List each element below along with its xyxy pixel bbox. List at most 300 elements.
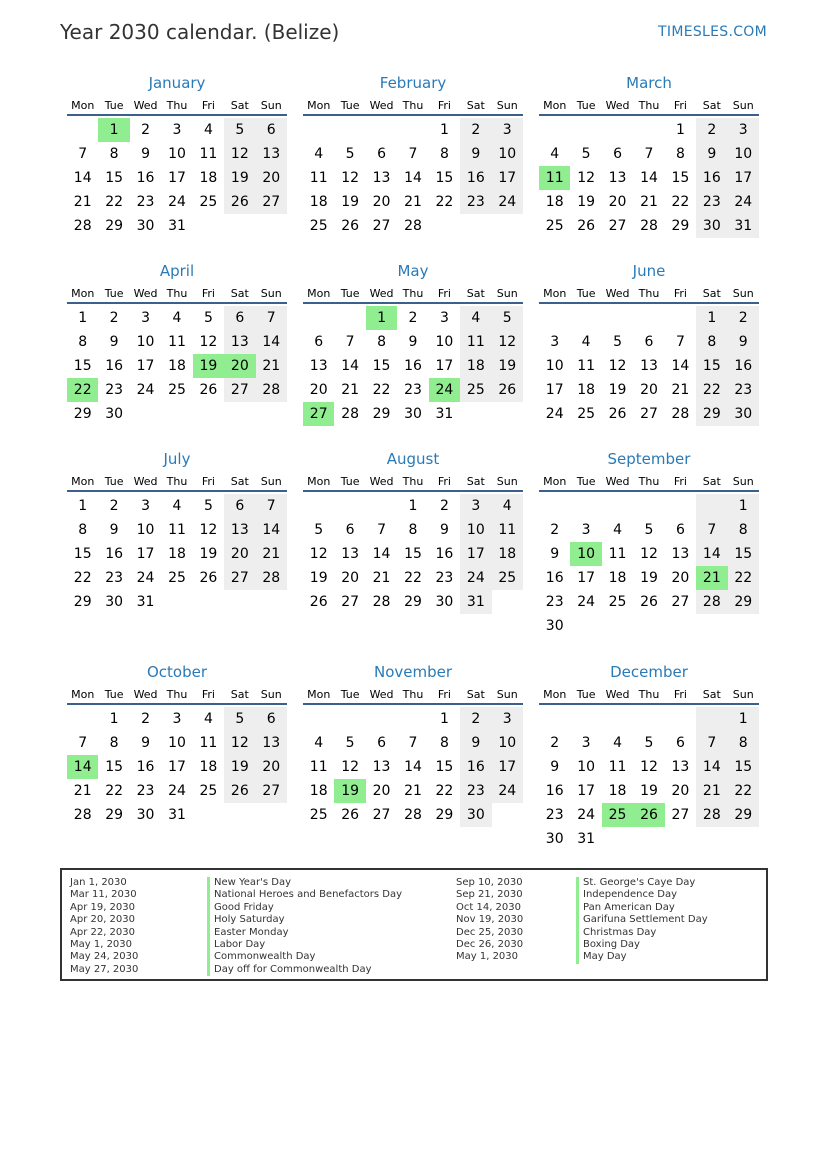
day-cell[interactable]: 14 bbox=[73, 170, 92, 186]
day-cell[interactable]: 16 bbox=[404, 358, 422, 374]
day-cell[interactable]: 23 bbox=[696, 190, 727, 214]
day-cell[interactable]: 3 bbox=[172, 122, 182, 138]
day-cell[interactable]: 7 bbox=[256, 494, 287, 518]
day-cell[interactable]: 17 bbox=[492, 755, 523, 779]
day-cell[interactable]: 30 bbox=[545, 831, 564, 847]
day-cell[interactable]: 12 bbox=[224, 142, 255, 166]
day-cell[interactable]: 26 bbox=[224, 190, 255, 214]
day-cell[interactable]: 9 bbox=[696, 142, 727, 166]
day-cell[interactable]: 15 bbox=[105, 759, 124, 775]
day-cell[interactable]: 22 bbox=[372, 382, 391, 398]
day-cell[interactable]: 11 bbox=[460, 330, 491, 354]
day-cell[interactable]: 19 bbox=[640, 783, 658, 799]
day-cell[interactable]: 6 bbox=[377, 146, 387, 162]
day-cell[interactable]: 4 bbox=[460, 306, 491, 330]
day-cell[interactable]: 8 bbox=[728, 731, 759, 755]
day-cell[interactable]: 10 bbox=[492, 142, 523, 166]
day-cell[interactable]: 31 bbox=[168, 218, 186, 234]
day-cell[interactable]: 23 bbox=[460, 190, 491, 214]
holiday-day-cell[interactable]: 14 bbox=[67, 755, 98, 779]
day-cell[interactable]: 19 bbox=[309, 570, 328, 586]
day-cell[interactable]: 22 bbox=[435, 194, 454, 210]
day-cell[interactable]: 8 bbox=[439, 735, 449, 751]
day-cell[interactable]: 14 bbox=[404, 170, 422, 186]
day-cell[interactable]: 1 bbox=[78, 498, 88, 514]
day-cell[interactable]: 4 bbox=[314, 146, 324, 162]
day-cell[interactable]: 9 bbox=[550, 546, 560, 562]
day-cell[interactable]: 6 bbox=[224, 306, 255, 330]
day-cell[interactable]: 5 bbox=[345, 146, 355, 162]
day-cell[interactable]: 7 bbox=[377, 522, 387, 538]
day-cell[interactable]: 27 bbox=[224, 566, 255, 590]
day-cell[interactable]: 25 bbox=[168, 382, 186, 398]
day-cell[interactable]: 28 bbox=[640, 218, 658, 234]
day-cell[interactable]: 8 bbox=[675, 146, 685, 162]
day-cell[interactable]: 22 bbox=[404, 570, 422, 586]
day-cell[interactable]: 18 bbox=[199, 759, 218, 775]
day-cell[interactable]: 26 bbox=[309, 594, 328, 610]
day-cell[interactable]: 5 bbox=[203, 310, 213, 326]
day-cell[interactable]: 6 bbox=[314, 334, 324, 350]
day-cell[interactable]: 11 bbox=[608, 759, 627, 775]
day-cell[interactable]: 18 bbox=[608, 783, 627, 799]
day-cell[interactable]: 15 bbox=[728, 542, 759, 566]
day-cell[interactable]: 23 bbox=[105, 570, 124, 586]
day-cell[interactable]: 2 bbox=[550, 522, 560, 538]
day-cell[interactable]: 13 bbox=[640, 358, 658, 374]
day-cell[interactable]: 18 bbox=[199, 170, 218, 186]
day-cell[interactable]: 14 bbox=[256, 518, 287, 542]
day-cell[interactable]: 24 bbox=[577, 594, 596, 610]
day-cell[interactable]: 21 bbox=[671, 382, 690, 398]
day-cell[interactable]: 5 bbox=[203, 498, 213, 514]
day-cell[interactable]: 4 bbox=[581, 334, 591, 350]
day-cell[interactable]: 20 bbox=[256, 166, 287, 190]
day-cell[interactable]: 24 bbox=[136, 382, 155, 398]
day-cell[interactable]: 4 bbox=[492, 494, 523, 518]
holiday-day-cell[interactable]: 11 bbox=[539, 166, 570, 190]
day-cell[interactable]: 7 bbox=[675, 334, 685, 350]
day-cell[interactable]: 31 bbox=[136, 594, 155, 610]
day-cell[interactable]: 19 bbox=[224, 755, 255, 779]
day-cell[interactable]: 19 bbox=[608, 382, 627, 398]
day-cell[interactable]: 8 bbox=[439, 146, 449, 162]
day-cell[interactable]: 16 bbox=[728, 354, 759, 378]
day-cell[interactable]: 16 bbox=[545, 570, 564, 586]
day-cell[interactable]: 27 bbox=[671, 594, 690, 610]
day-cell[interactable]: 25 bbox=[168, 570, 186, 586]
day-cell[interactable]: 22 bbox=[73, 570, 92, 586]
day-cell[interactable]: 14 bbox=[256, 330, 287, 354]
day-cell[interactable]: 18 bbox=[309, 194, 328, 210]
day-cell[interactable]: 31 bbox=[460, 590, 491, 614]
day-cell[interactable]: 21 bbox=[640, 194, 658, 210]
day-cell[interactable]: 24 bbox=[460, 566, 491, 590]
day-cell[interactable]: 19 bbox=[224, 166, 255, 190]
day-cell[interactable]: 3 bbox=[439, 310, 449, 326]
day-cell[interactable]: 21 bbox=[256, 542, 287, 566]
day-cell[interactable]: 6 bbox=[644, 334, 654, 350]
day-cell[interactable]: 9 bbox=[408, 334, 418, 350]
day-cell[interactable]: 3 bbox=[728, 118, 759, 142]
day-cell[interactable]: 22 bbox=[671, 194, 690, 210]
day-cell[interactable]: 20 bbox=[372, 194, 391, 210]
day-cell[interactable]: 11 bbox=[168, 522, 186, 538]
day-cell[interactable]: 12 bbox=[199, 522, 218, 538]
day-cell[interactable]: 1 bbox=[675, 122, 685, 138]
day-cell[interactable]: 10 bbox=[492, 731, 523, 755]
day-cell[interactable]: 13 bbox=[608, 170, 627, 186]
day-cell[interactable]: 21 bbox=[73, 194, 92, 210]
day-cell[interactable]: 28 bbox=[404, 218, 422, 234]
day-cell[interactable]: 25 bbox=[577, 406, 596, 422]
day-cell[interactable]: 30 bbox=[696, 214, 727, 238]
day-cell[interactable]: 2 bbox=[109, 498, 119, 514]
day-cell[interactable]: 5 bbox=[224, 707, 255, 731]
day-cell[interactable]: 27 bbox=[671, 807, 690, 823]
holiday-day-cell[interactable]: 1 bbox=[366, 306, 397, 330]
day-cell[interactable]: 29 bbox=[73, 406, 92, 422]
day-cell[interactable]: 6 bbox=[345, 522, 355, 538]
day-cell[interactable]: 28 bbox=[256, 378, 287, 402]
day-cell[interactable]: 15 bbox=[105, 170, 124, 186]
day-cell[interactable]: 3 bbox=[141, 498, 151, 514]
day-cell[interactable]: 23 bbox=[435, 570, 454, 586]
day-cell[interactable]: 13 bbox=[341, 546, 360, 562]
day-cell[interactable]: 11 bbox=[309, 170, 328, 186]
day-cell[interactable]: 25 bbox=[309, 807, 328, 823]
day-cell[interactable]: 15 bbox=[671, 170, 690, 186]
day-cell[interactable]: 15 bbox=[372, 358, 391, 374]
day-cell[interactable]: 14 bbox=[640, 170, 658, 186]
day-cell[interactable]: 28 bbox=[372, 594, 391, 610]
day-cell[interactable]: 31 bbox=[168, 807, 186, 823]
day-cell[interactable]: 24 bbox=[136, 570, 155, 586]
day-cell[interactable]: 17 bbox=[136, 358, 155, 374]
day-cell[interactable]: 5 bbox=[644, 735, 654, 751]
day-cell[interactable]: 10 bbox=[728, 142, 759, 166]
day-cell[interactable]: 16 bbox=[136, 170, 155, 186]
day-cell[interactable]: 6 bbox=[256, 118, 287, 142]
day-cell[interactable]: 6 bbox=[377, 735, 387, 751]
day-cell[interactable]: 29 bbox=[435, 807, 454, 823]
day-cell[interactable]: 13 bbox=[256, 731, 287, 755]
day-cell[interactable]: 28 bbox=[73, 807, 92, 823]
day-cell[interactable]: 23 bbox=[545, 807, 564, 823]
day-cell[interactable]: 5 bbox=[581, 146, 591, 162]
day-cell[interactable]: 16 bbox=[105, 358, 124, 374]
day-cell[interactable]: 30 bbox=[105, 594, 124, 610]
day-cell[interactable]: 3 bbox=[581, 735, 591, 751]
day-cell[interactable]: 26 bbox=[199, 570, 218, 586]
day-cell[interactable]: 18 bbox=[608, 570, 627, 586]
day-cell[interactable]: 31 bbox=[728, 214, 759, 238]
day-cell[interactable]: 24 bbox=[168, 194, 186, 210]
day-cell[interactable]: 6 bbox=[675, 735, 685, 751]
day-cell[interactable]: 15 bbox=[435, 759, 454, 775]
day-cell[interactable]: 4 bbox=[613, 735, 623, 751]
day-cell[interactable]: 2 bbox=[460, 707, 491, 731]
holiday-day-cell[interactable]: 19 bbox=[193, 354, 224, 378]
day-cell[interactable]: 25 bbox=[199, 194, 218, 210]
day-cell[interactable]: 8 bbox=[696, 330, 727, 354]
day-cell[interactable]: 25 bbox=[492, 566, 523, 590]
day-cell[interactable]: 14 bbox=[696, 755, 727, 779]
day-cell[interactable]: 8 bbox=[728, 518, 759, 542]
day-cell[interactable]: 17 bbox=[728, 166, 759, 190]
day-cell[interactable]: 25 bbox=[460, 378, 491, 402]
day-cell[interactable]: 20 bbox=[309, 382, 328, 398]
day-cell[interactable]: 24 bbox=[168, 783, 186, 799]
day-cell[interactable]: 11 bbox=[199, 146, 218, 162]
day-cell[interactable]: 13 bbox=[256, 142, 287, 166]
day-cell[interactable]: 12 bbox=[341, 170, 360, 186]
holiday-day-cell[interactable]: 21 bbox=[696, 566, 727, 590]
day-cell[interactable]: 1 bbox=[439, 711, 449, 727]
day-cell[interactable]: 29 bbox=[728, 590, 759, 614]
day-cell[interactable]: 4 bbox=[203, 122, 213, 138]
day-cell[interactable]: 16 bbox=[696, 166, 727, 190]
day-cell[interactable]: 10 bbox=[545, 358, 564, 374]
day-cell[interactable]: 20 bbox=[608, 194, 627, 210]
day-cell[interactable]: 7 bbox=[408, 146, 418, 162]
day-cell[interactable]: 24 bbox=[492, 190, 523, 214]
day-cell[interactable]: 21 bbox=[372, 570, 391, 586]
day-cell[interactable]: 6 bbox=[256, 707, 287, 731]
day-cell[interactable]: 14 bbox=[671, 358, 690, 374]
day-cell[interactable]: 18 bbox=[168, 546, 186, 562]
day-cell[interactable]: 22 bbox=[435, 783, 454, 799]
day-cell[interactable]: 12 bbox=[309, 546, 328, 562]
day-cell[interactable]: 6 bbox=[224, 494, 255, 518]
day-cell[interactable]: 7 bbox=[408, 735, 418, 751]
day-cell[interactable]: 26 bbox=[199, 382, 218, 398]
day-cell[interactable]: 14 bbox=[372, 546, 391, 562]
day-cell[interactable]: 23 bbox=[136, 783, 155, 799]
day-cell[interactable]: 26 bbox=[608, 406, 627, 422]
day-cell[interactable]: 7 bbox=[256, 306, 287, 330]
day-cell[interactable]: 18 bbox=[309, 783, 328, 799]
day-cell[interactable]: 27 bbox=[256, 190, 287, 214]
day-cell[interactable]: 20 bbox=[256, 755, 287, 779]
day-cell[interactable]: 29 bbox=[105, 807, 124, 823]
day-cell[interactable]: 10 bbox=[460, 518, 491, 542]
day-cell[interactable]: 25 bbox=[199, 783, 218, 799]
day-cell[interactable]: 1 bbox=[728, 707, 759, 731]
day-cell[interactable]: 11 bbox=[492, 518, 523, 542]
day-cell[interactable]: 30 bbox=[728, 402, 759, 426]
day-cell[interactable]: 24 bbox=[545, 406, 564, 422]
day-cell[interactable]: 9 bbox=[460, 142, 491, 166]
day-cell[interactable]: 22 bbox=[728, 779, 759, 803]
day-cell[interactable]: 8 bbox=[408, 522, 418, 538]
day-cell[interactable]: 2 bbox=[696, 118, 727, 142]
day-cell[interactable]: 31 bbox=[435, 406, 454, 422]
day-cell[interactable]: 14 bbox=[696, 542, 727, 566]
day-cell[interactable]: 23 bbox=[545, 594, 564, 610]
day-cell[interactable]: 13 bbox=[224, 518, 255, 542]
day-cell[interactable]: 21 bbox=[404, 194, 422, 210]
day-cell[interactable]: 1 bbox=[728, 494, 759, 518]
day-cell[interactable]: 27 bbox=[224, 378, 255, 402]
day-cell[interactable]: 7 bbox=[696, 731, 727, 755]
day-cell[interactable]: 7 bbox=[78, 735, 88, 751]
day-cell[interactable]: 7 bbox=[644, 146, 654, 162]
day-cell[interactable]: 22 bbox=[105, 194, 124, 210]
day-cell[interactable]: 15 bbox=[728, 755, 759, 779]
day-cell[interactable]: 19 bbox=[199, 546, 218, 562]
day-cell[interactable]: 30 bbox=[545, 618, 564, 634]
day-cell[interactable]: 2 bbox=[439, 498, 449, 514]
day-cell[interactable]: 30 bbox=[435, 594, 454, 610]
day-cell[interactable]: 28 bbox=[671, 406, 690, 422]
day-cell[interactable]: 27 bbox=[256, 779, 287, 803]
day-cell[interactable]: 9 bbox=[109, 522, 119, 538]
day-cell[interactable]: 30 bbox=[460, 803, 491, 827]
day-cell[interactable]: 9 bbox=[550, 759, 560, 775]
day-cell[interactable]: 19 bbox=[577, 194, 596, 210]
day-cell[interactable]: 30 bbox=[136, 218, 155, 234]
day-cell[interactable]: 9 bbox=[141, 735, 151, 751]
day-cell[interactable]: 26 bbox=[224, 779, 255, 803]
day-cell[interactable]: 27 bbox=[372, 218, 391, 234]
day-cell[interactable]: 21 bbox=[404, 783, 422, 799]
day-cell[interactable]: 10 bbox=[168, 146, 186, 162]
day-cell[interactable]: 21 bbox=[696, 779, 727, 803]
day-cell[interactable]: 20 bbox=[372, 783, 391, 799]
day-cell[interactable]: 29 bbox=[696, 402, 727, 426]
day-cell[interactable]: 1 bbox=[78, 310, 88, 326]
day-cell[interactable]: 12 bbox=[341, 759, 360, 775]
day-cell[interactable]: 10 bbox=[136, 334, 155, 350]
day-cell[interactable]: 16 bbox=[136, 759, 155, 775]
day-cell[interactable]: 18 bbox=[460, 354, 491, 378]
day-cell[interactable]: 24 bbox=[492, 779, 523, 803]
day-cell[interactable]: 19 bbox=[640, 570, 658, 586]
day-cell[interactable]: 21 bbox=[256, 354, 287, 378]
day-cell[interactable]: 29 bbox=[404, 594, 422, 610]
day-cell[interactable]: 26 bbox=[492, 378, 523, 402]
day-cell[interactable]: 16 bbox=[460, 166, 491, 190]
day-cell[interactable]: 2 bbox=[109, 310, 119, 326]
day-cell[interactable]: 1 bbox=[109, 711, 119, 727]
day-cell[interactable]: 2 bbox=[728, 306, 759, 330]
day-cell[interactable]: 6 bbox=[613, 146, 623, 162]
day-cell[interactable]: 23 bbox=[728, 378, 759, 402]
day-cell[interactable]: 21 bbox=[341, 382, 360, 398]
day-cell[interactable]: 23 bbox=[136, 194, 155, 210]
day-cell[interactable]: 28 bbox=[696, 803, 727, 827]
day-cell[interactable]: 8 bbox=[109, 735, 119, 751]
day-cell[interactable]: 22 bbox=[728, 566, 759, 590]
day-cell[interactable]: 20 bbox=[671, 570, 690, 586]
day-cell[interactable]: 24 bbox=[728, 190, 759, 214]
day-cell[interactable]: 29 bbox=[728, 803, 759, 827]
day-cell[interactable]: 13 bbox=[671, 759, 690, 775]
day-cell[interactable]: 15 bbox=[435, 170, 454, 186]
day-cell[interactable]: 4 bbox=[172, 310, 182, 326]
day-cell[interactable]: 2 bbox=[141, 122, 151, 138]
day-cell[interactable]: 7 bbox=[345, 334, 355, 350]
day-cell[interactable]: 30 bbox=[404, 406, 422, 422]
holiday-day-cell[interactable]: 1 bbox=[98, 118, 129, 142]
day-cell[interactable]: 4 bbox=[550, 146, 560, 162]
day-cell[interactable]: 17 bbox=[577, 570, 596, 586]
day-cell[interactable]: 18 bbox=[168, 358, 186, 374]
day-cell[interactable]: 3 bbox=[172, 711, 182, 727]
day-cell[interactable]: 16 bbox=[435, 546, 454, 562]
holiday-day-cell[interactable]: 10 bbox=[570, 542, 601, 566]
day-cell[interactable]: 1 bbox=[696, 306, 727, 330]
day-cell[interactable]: 16 bbox=[460, 755, 491, 779]
day-cell[interactable]: 16 bbox=[105, 546, 124, 562]
day-cell[interactable]: 12 bbox=[577, 170, 596, 186]
day-cell[interactable]: 2 bbox=[550, 735, 560, 751]
day-cell[interactable]: 12 bbox=[640, 546, 658, 562]
day-cell[interactable]: 3 bbox=[581, 522, 591, 538]
day-cell[interactable]: 11 bbox=[577, 358, 596, 374]
day-cell[interactable]: 25 bbox=[608, 594, 627, 610]
day-cell[interactable]: 26 bbox=[341, 807, 360, 823]
day-cell[interactable]: 28 bbox=[256, 566, 287, 590]
day-cell[interactable]: 23 bbox=[460, 779, 491, 803]
day-cell[interactable]: 7 bbox=[78, 146, 88, 162]
day-cell[interactable]: 17 bbox=[168, 759, 186, 775]
day-cell[interactable]: 9 bbox=[141, 146, 151, 162]
day-cell[interactable]: 29 bbox=[73, 594, 92, 610]
day-cell[interactable]: 3 bbox=[492, 707, 523, 731]
holiday-day-cell[interactable]: 20 bbox=[224, 354, 255, 378]
day-cell[interactable]: 1 bbox=[439, 122, 449, 138]
day-cell[interactable]: 20 bbox=[224, 542, 255, 566]
holiday-day-cell[interactable]: 27 bbox=[303, 402, 334, 426]
day-cell[interactable]: 5 bbox=[314, 522, 324, 538]
day-cell[interactable]: 17 bbox=[577, 783, 596, 799]
day-cell[interactable]: 10 bbox=[435, 334, 454, 350]
day-cell[interactable]: 25 bbox=[309, 218, 328, 234]
day-cell[interactable]: 28 bbox=[696, 590, 727, 614]
day-cell[interactable]: 4 bbox=[203, 711, 213, 727]
day-cell[interactable]: 18 bbox=[577, 382, 596, 398]
day-cell[interactable]: 3 bbox=[550, 334, 560, 350]
day-cell[interactable]: 30 bbox=[136, 807, 155, 823]
day-cell[interactable]: 4 bbox=[314, 735, 324, 751]
day-cell[interactable]: 24 bbox=[577, 807, 596, 823]
day-cell[interactable]: 9 bbox=[439, 522, 449, 538]
day-cell[interactable]: 15 bbox=[404, 546, 422, 562]
day-cell[interactable]: 6 bbox=[675, 522, 685, 538]
day-cell[interactable]: 12 bbox=[224, 731, 255, 755]
day-cell[interactable]: 28 bbox=[404, 807, 422, 823]
day-cell[interactable]: 8 bbox=[78, 522, 88, 538]
day-cell[interactable]: 12 bbox=[199, 334, 218, 350]
holiday-day-cell[interactable]: 24 bbox=[429, 378, 460, 402]
day-cell[interactable]: 16 bbox=[545, 783, 564, 799]
day-cell[interactable]: 17 bbox=[492, 166, 523, 190]
day-cell[interactable]: 15 bbox=[73, 358, 92, 374]
day-cell[interactable]: 23 bbox=[404, 382, 422, 398]
day-cell[interactable]: 8 bbox=[109, 146, 119, 162]
day-cell[interactable]: 17 bbox=[545, 382, 564, 398]
day-cell[interactable]: 19 bbox=[492, 354, 523, 378]
day-cell[interactable]: 20 bbox=[640, 382, 658, 398]
day-cell[interactable]: 28 bbox=[341, 406, 360, 422]
day-cell[interactable]: 5 bbox=[345, 735, 355, 751]
holiday-day-cell[interactable]: 22 bbox=[67, 378, 98, 402]
day-cell[interactable]: 13 bbox=[372, 759, 391, 775]
day-cell[interactable]: 20 bbox=[671, 783, 690, 799]
day-cell[interactable]: 12 bbox=[640, 759, 658, 775]
